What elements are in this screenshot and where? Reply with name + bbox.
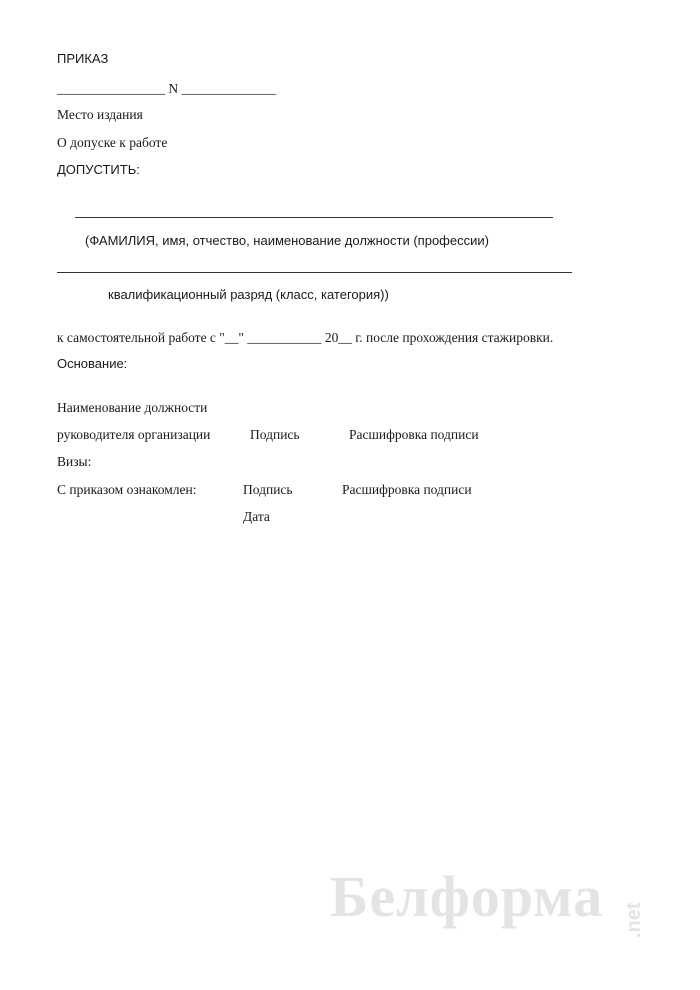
order-subject: О допуске к работе <box>57 135 168 150</box>
watermark-logo: Белформа <box>330 864 604 929</box>
head-position-line2: руководителя организации <box>57 427 211 442</box>
head-signature-decode-label: Расшифровка подписи <box>349 427 479 442</box>
ack-date-label: Дата <box>243 509 270 524</box>
work-admission-line: к самостоятельной работе с "__" ___________ 20__ г. после прохождения стажировки. <box>57 330 554 345</box>
head-signature-label: Подпись <box>250 427 300 442</box>
grade-input-line <box>57 272 572 273</box>
name-caption: (ФАМИЛИЯ, имя, отчество, наименование должности (профессии) <box>85 233 489 248</box>
place-of-issue: Место издания <box>57 107 143 122</box>
order-number-line: ________________ N ______________ <box>57 81 276 96</box>
acquainted-label: С приказом ознакомлен: <box>57 482 197 497</box>
order-title: ПРИКАЗ <box>57 51 109 66</box>
ack-signature-decode-label: Расшифровка подписи <box>342 482 472 497</box>
watermark-suffix: .net <box>623 902 645 938</box>
ack-signature-label: Подпись <box>243 482 293 497</box>
order-action: ДОПУСТИТЬ: <box>57 162 140 177</box>
grade-caption: квалификационный разряд (класс, категория)) <box>108 287 389 302</box>
head-position-line1: Наименование должности <box>57 400 208 415</box>
name-input-line <box>75 217 553 218</box>
basis-label: Основание: <box>57 356 128 371</box>
visas-label: Визы: <box>57 454 92 469</box>
